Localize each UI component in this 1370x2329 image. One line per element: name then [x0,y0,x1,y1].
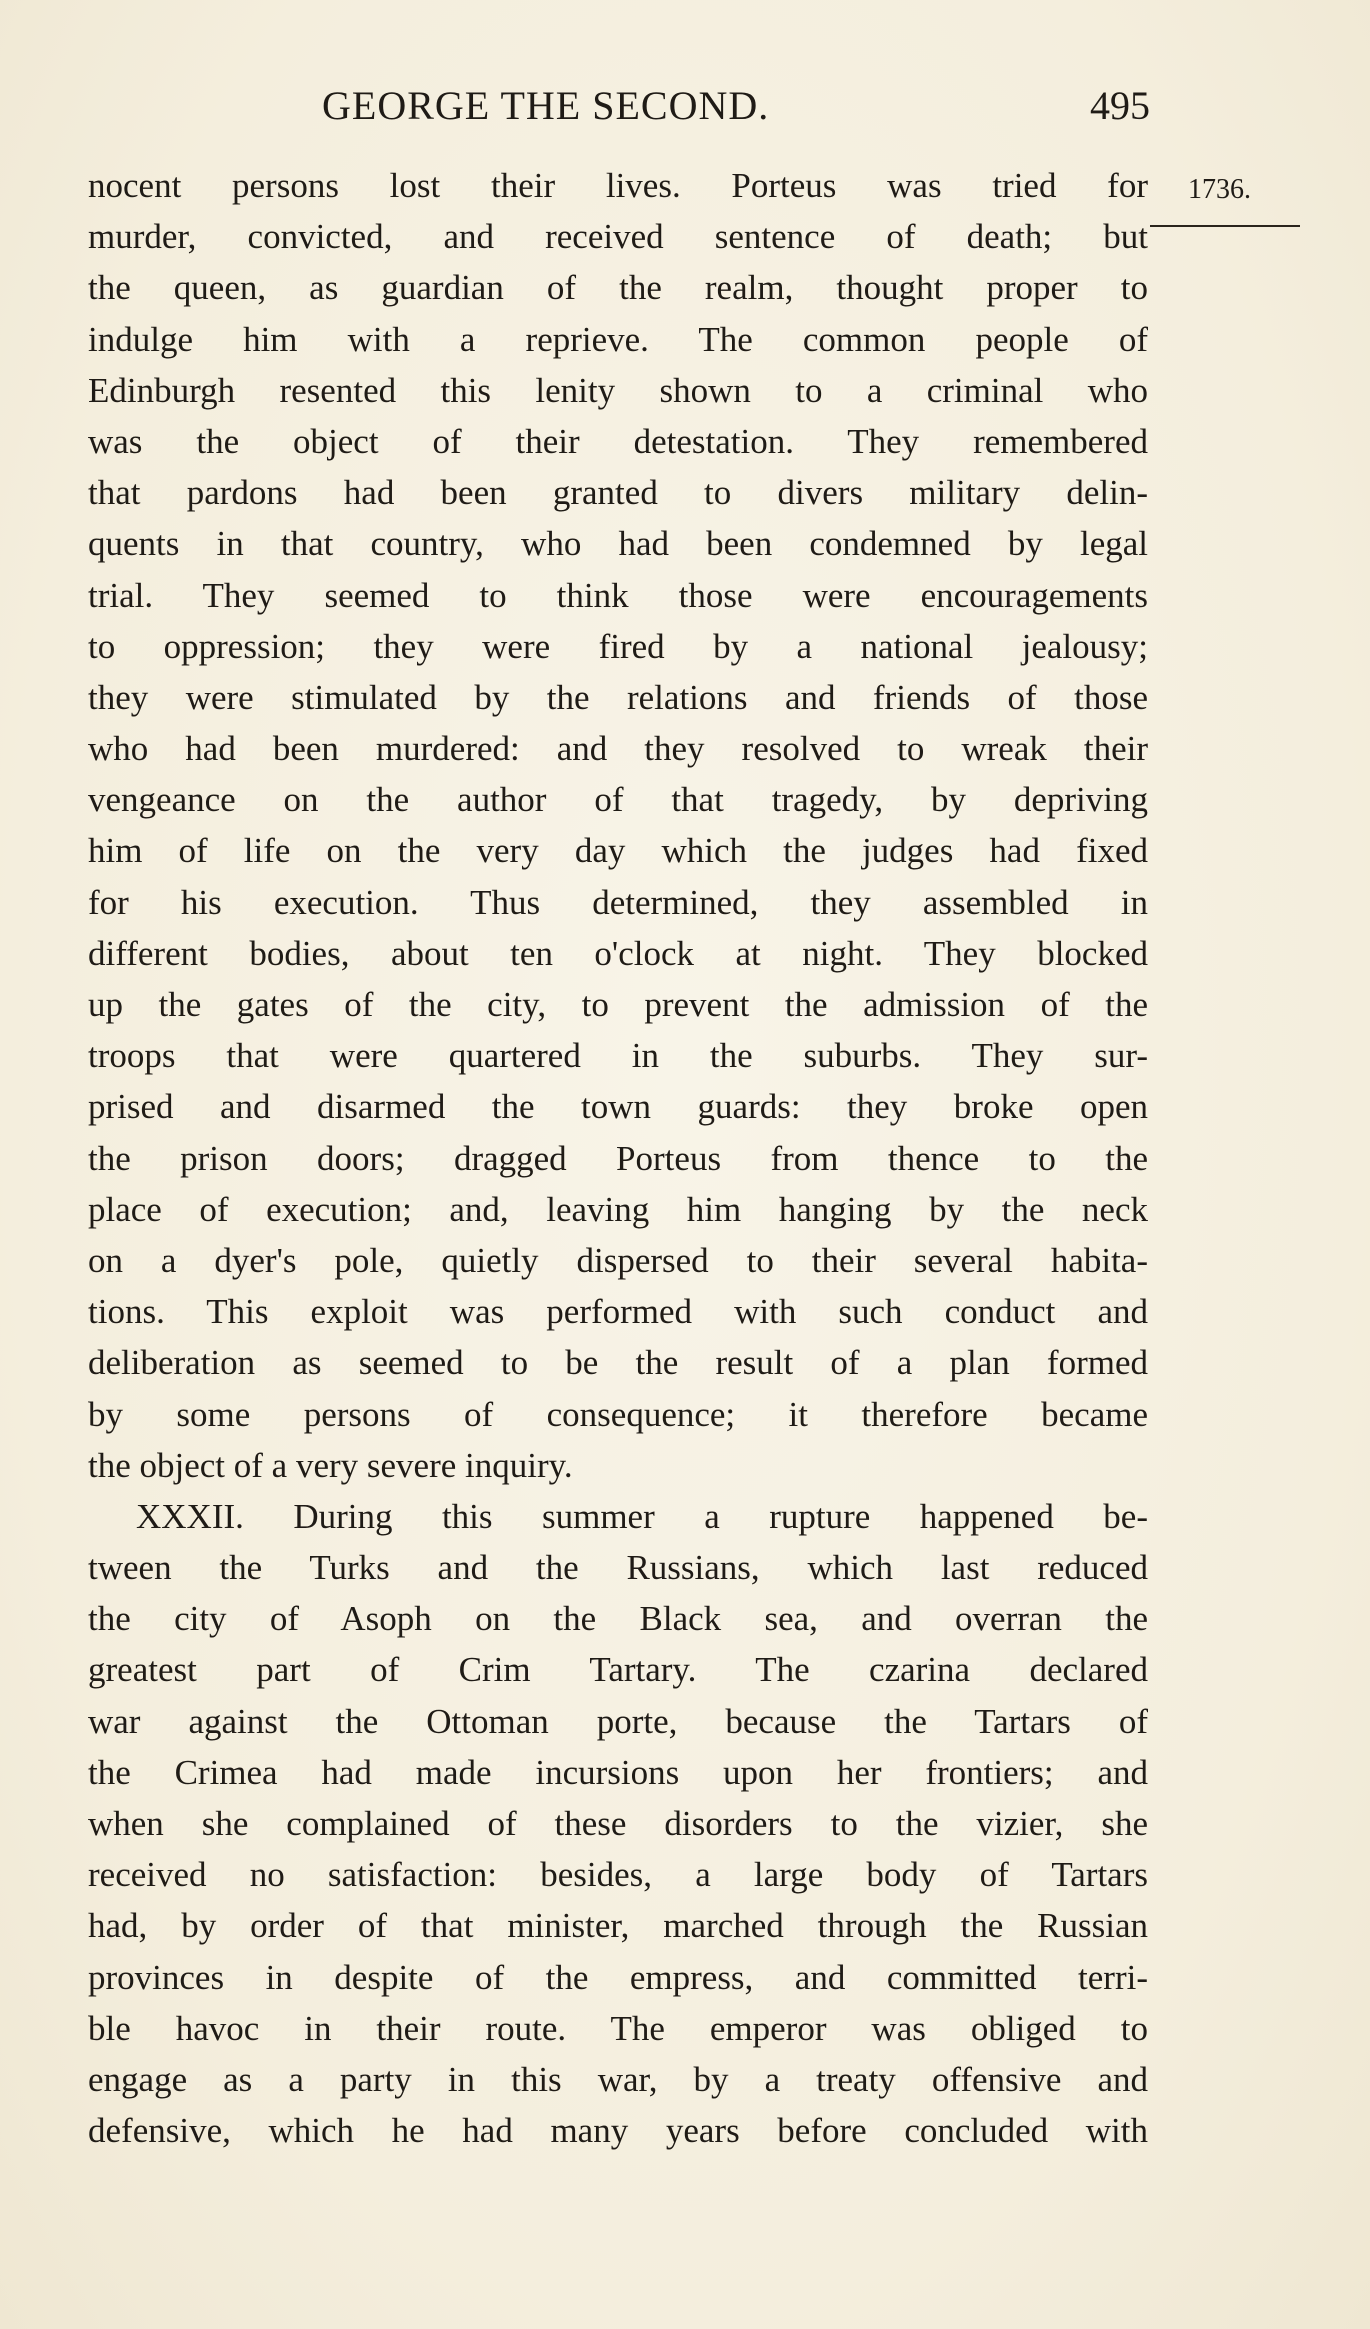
text-line: the city of Asoph on the Black sea, and overran the [88,1599,1148,1639]
text-line: indulge him with a reprieve. The common people of [88,319,1148,359]
body-text [88,160,1148,2156]
page-number: 495 [1090,83,1150,128]
text-line: for his execution. Thus determined, they assembled in [88,882,1148,922]
text-line: ble havoc in their route. The emperor was obliged to [88,2008,1148,2048]
text-line: tween the Turks and the Russians, which last reduced [88,1548,1148,1588]
text-line: defensive, which he had many years before concluded with [88,2111,1148,2151]
text-line: when she complained of these disorders to the vizier, she [88,1804,1148,1843]
text-line: they were stimulated by the relations and friends of those [88,677,1148,717]
text-line: the prison doors; dragged Porteus from thence to the [88,1138,1148,1178]
text-line: trial. They seemed to think those were encouragements [88,575,1148,615]
text-line: Edinburgh resented this lenity shown to a criminal who [88,370,1148,410]
section-start-line: XXXII. During this summer a rupture happened be- [136,1496,1148,1536]
text-line: prised and disarmed the town guards: they broke open [88,1087,1148,1127]
text-line: war against the Ottoman porte, because the Tartars of [88,1701,1148,1741]
text-line: greatest part of Crim Tartary. The czarina declared [88,1650,1148,1690]
text-line: had, by order of that minister, marched through the Russian [88,1906,1148,1946]
text-line: vengeance on the author of that tragedy, by depriving [88,780,1148,820]
text-line: provinces in despite of the empress, and committed terri- [88,1957,1148,1997]
text-line: engage as a party in this war, by a treaty offensive and [88,2059,1148,2099]
text-line: deliberation as seemed to be the result of a plan formed [88,1343,1148,1383]
text-line: to oppression; they were fired by a national jealousy; [88,626,1148,666]
text-line: quents in that country, who had been condemned by legal [88,524,1148,564]
running-head [322,82,1150,142]
text-line: who had been murdered: and they resolved to wreak their [88,729,1148,769]
margin-year-note: 1736. [1188,174,1251,205]
text-line: was the object of their detestation. They remembered [88,421,1148,461]
text-line: nocent persons lost their lives. Porteus was tried for [88,166,1148,205]
text-line: place of execution; and, leaving him hanging by the neck [88,1189,1148,1229]
text-line: on a dyer's pole, quietly dispersed to their several habita- [88,1240,1148,1280]
text-line: the queen, as guardian of the realm, thought proper to [88,268,1148,308]
text-line: received no satisfaction: besides, a large body of Tartars [88,1855,1148,1895]
text-line: him of life on the very day which the judges had fixed [88,831,1148,871]
text-line: troops that were quartered in the suburbs. They sur- [88,1036,1148,1076]
text-line: the Crimea had made incursions upon her frontiers; and [88,1752,1148,1792]
text-line: tions. This exploit was performed with such conduct and [88,1292,1148,1332]
text-line: murder, convicted, and received sentence of death; but [88,217,1148,257]
margin-rule [1150,225,1300,227]
text-line: by some persons of consequence; it therefore became [88,1394,1148,1434]
paragraph-end-line: the object of a very severe inquiry. [88,1445,573,1485]
text-line: that pardons had been granted to divers military delin- [88,473,1148,513]
running-title: GEORGE THE SECOND. [322,83,770,128]
text-line: up the gates of the city, to prevent the admission of the [88,985,1148,1024]
text-line: different bodies, about ten o'clock at night. They blocked [88,933,1148,973]
